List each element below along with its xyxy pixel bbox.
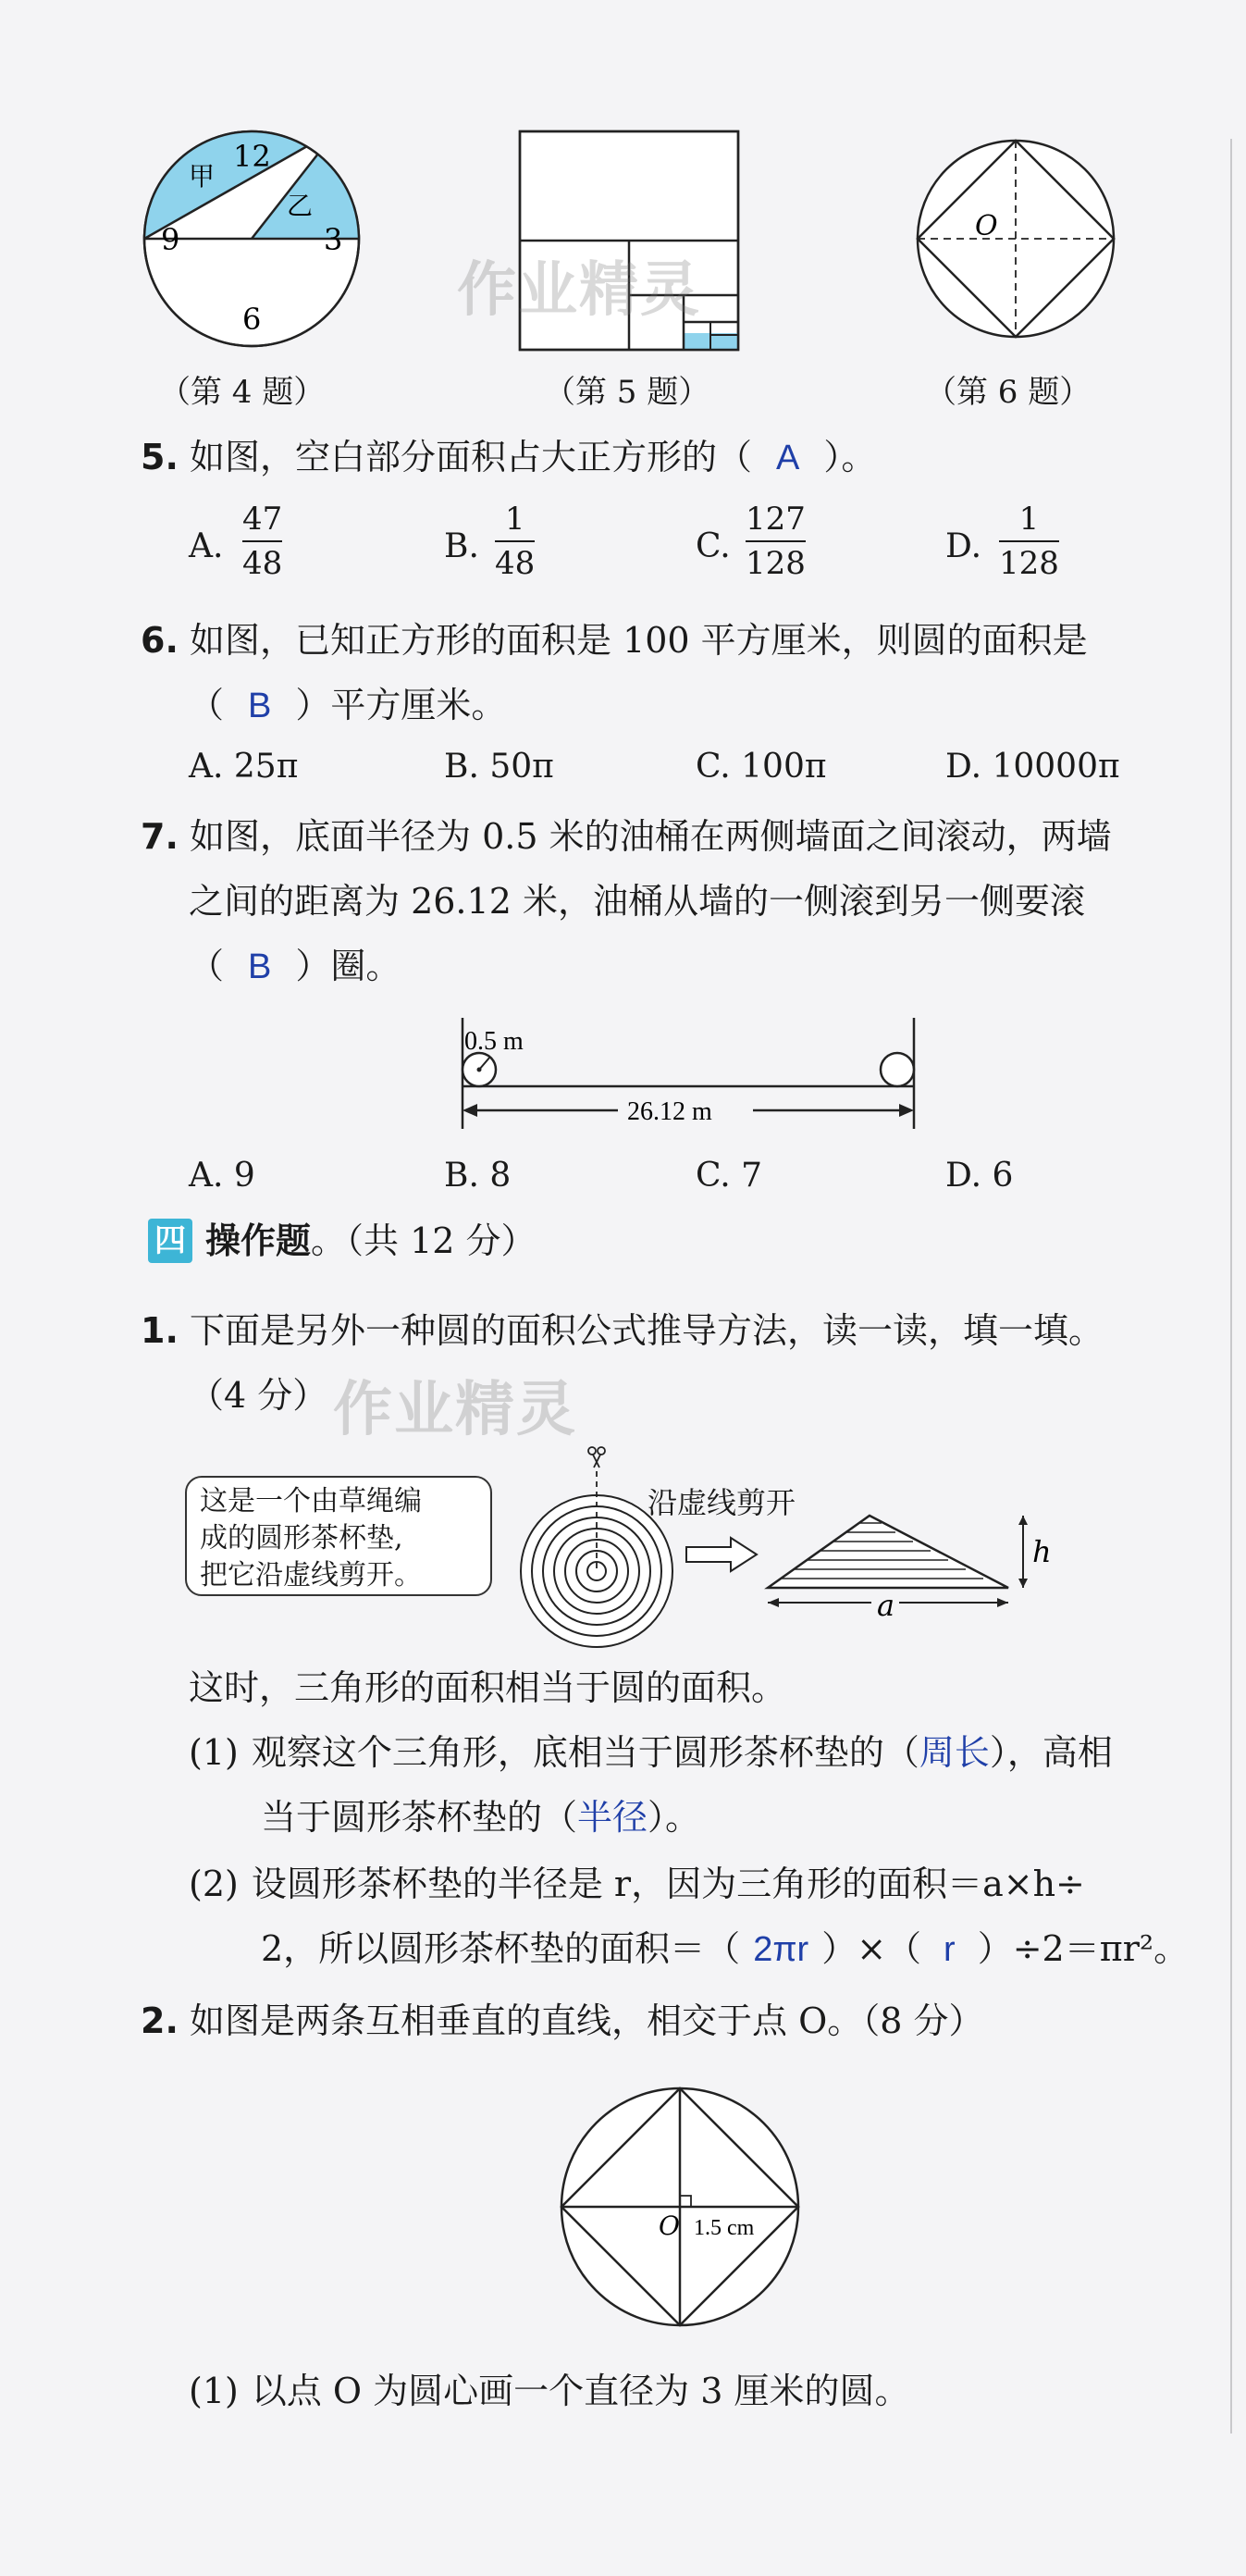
op1-number: 1.: [141, 1310, 179, 1351]
q7-text1: 如图，底面半径为 0.5 米的油桶在两侧墙面之间滚动，两墙: [189, 816, 1112, 857]
scissors-icon: [588, 1447, 605, 1468]
triangle-height-label: h: [1032, 1534, 1052, 1569]
q6-number: 6.: [141, 620, 179, 661]
q5-option-b-fraction: [495, 500, 535, 583]
caption-q5: （第 5 题）: [544, 374, 710, 411]
watermark-1: 作业精灵: [457, 256, 701, 325]
triangle-base-label: a: [877, 1588, 895, 1623]
op1-p2-line1: [189, 1862, 1085, 1906]
op1-p1-c: 当于圆形茶杯垫的（: [261, 1797, 578, 1838]
caption-q4: （第 4 题）: [159, 374, 326, 411]
q7-line3: [189, 944, 401, 989]
q7-option-c: C. 7: [696, 1157, 763, 1195]
speech-line-1: 这是一个由草绳编: [200, 1485, 422, 1517]
q5-option-a-letter: A.: [189, 527, 224, 565]
op1-p2-a: 设圆形茶杯垫的半径是 r，因为三角形的面积＝a×h÷: [251, 1864, 1085, 1904]
q7-line1: [141, 814, 1112, 859]
section-badge: 四: [148, 1219, 192, 1263]
q5-c-den: 128: [746, 545, 806, 582]
op1-statement: 这时，三角形的面积相当于圆的面积。: [189, 1667, 787, 1708]
q6-line2: [189, 683, 506, 728]
q5-answer: A: [776, 439, 800, 477]
q6-text: 如图，已知正方形的面积是 100 平方厘米，则圆的面积是: [189, 620, 1088, 661]
q5-option-a-fraction: [242, 500, 282, 583]
q7-option-d: D. 6: [945, 1157, 1014, 1195]
q5-a-num: 47: [242, 501, 283, 538]
q6-open: （: [189, 685, 225, 725]
q5-text: 如图，空白部分面积占大正方形的（: [189, 437, 752, 477]
oil-drum-distance-label: 26.12 m: [627, 1097, 712, 1126]
op1-text: 下面是另外一种圆的面积公式推导方法，读一读，填一填。: [189, 1310, 1104, 1351]
perpendicular-figure: [555, 2082, 805, 2332]
q6-option-d: D. 10000π: [945, 748, 1120, 786]
op1-p2-line2: [261, 1926, 1189, 1972]
watermark-2: 作业精灵: [333, 1376, 577, 1444]
circle-square-figure: [914, 137, 1117, 341]
q6-answer: B: [248, 687, 272, 725]
op1-p2-answer2: r: [944, 1930, 956, 1969]
q5-text-after: ）。: [823, 437, 877, 477]
op1-score: （4 分）: [189, 1375, 328, 1416]
op1-line1: [141, 1308, 1104, 1353]
q7-answer: B: [248, 947, 272, 986]
q5-option-b-letter: B.: [444, 527, 479, 565]
clock-figure: [141, 128, 363, 350]
speech-bubble: [185, 1476, 492, 1596]
q6-line1: [141, 618, 1088, 663]
q6-after: ）平方厘米。: [295, 685, 507, 725]
margin-line: [1230, 139, 1232, 2434]
q5-d-den: 128: [999, 545, 1059, 582]
q7-line2: [189, 879, 1085, 923]
op1-p1-label: (1): [189, 1732, 239, 1773]
section-title: 操作题: [205, 1220, 312, 1261]
section-title-line: [205, 1219, 537, 1263]
q7-option-b: B. 8: [444, 1157, 512, 1195]
q5-line: [141, 435, 876, 480]
op1-p1-a: 观察这个三角形，底相当于圆形茶杯垫的（: [251, 1732, 919, 1773]
op1-p1-answer2: 半径: [577, 1799, 648, 1838]
q6-option-c: C. 100π: [696, 748, 827, 786]
speech-line-3: 把它沿虚线剪开。: [200, 1559, 422, 1591]
q7-text2: 之间的距离为 26.12 米，油桶从墙的一侧滚到另一侧要滚: [189, 881, 1085, 922]
clock-number-9: 9: [161, 222, 180, 257]
op1-p2-c: ）×（: [821, 1928, 922, 1969]
op2-p1-label: (1): [189, 2371, 239, 2411]
caption-q6: （第 6 题）: [925, 374, 1092, 411]
speech-line-2: 成的圆形茶杯垫,: [200, 1522, 403, 1554]
q5-option-d-letter: D.: [945, 527, 982, 565]
q5-b-num: 1: [504, 501, 525, 538]
q6-option-a: A. 25π: [189, 748, 299, 786]
perpendicular-length-label: 1.5 cm: [694, 2216, 755, 2240]
q5-option-d-fraction: [999, 500, 1059, 583]
circle-center-label: O: [975, 210, 998, 242]
q7-option-a: A. 9: [189, 1157, 255, 1195]
q7-after: ）圈。: [295, 946, 401, 986]
clock-number-12: 12: [233, 139, 271, 174]
op1-p1-line2: [261, 1795, 700, 1840]
arrow-icon: [685, 1536, 759, 1573]
coaster-figure: [518, 1443, 675, 1656]
op1-p1-answer1: 周长: [919, 1734, 990, 1773]
q5-number: 5.: [141, 437, 179, 477]
oil-drum-figure: [453, 1018, 934, 1147]
q5-c-num: 127: [746, 501, 806, 538]
op1-p2-answer1: 2πr: [753, 1930, 809, 1969]
clock-label-jia: 甲: [189, 161, 216, 192]
q7-number: 7.: [141, 816, 179, 857]
q7-open: （: [189, 946, 225, 986]
op2-p1-line: [189, 2369, 909, 2413]
q5-d-num: 1: [1018, 501, 1040, 538]
q5-option-c-letter: C.: [696, 527, 731, 565]
oil-drum-radius-label: 0.5 m: [464, 1027, 524, 1056]
op2-number: 2.: [141, 2000, 179, 2041]
op1-p2-b: 2，所以圆形茶杯垫的面积＝（: [261, 1928, 741, 1969]
q5-b-den: 48: [495, 545, 536, 582]
cut-label: 沿虚线剪开: [648, 1485, 796, 1520]
q5-option-c-fraction: [746, 500, 806, 583]
clock-number-6: 6: [242, 302, 262, 337]
op1-p2-label: (2): [189, 1864, 239, 1904]
q5-a-den: 48: [242, 545, 283, 582]
op2-text: 如图是两条互相垂直的直线，相交于点 O。（8 分）: [189, 2000, 984, 2041]
q6-option-b: B. 50π: [444, 748, 554, 786]
op2-line1: [141, 1999, 983, 2043]
op1-p1-line1: [189, 1730, 1113, 1776]
op1-p1-b: ），高相: [989, 1732, 1113, 1773]
op1-p2-d: ）÷2＝πr²。: [977, 1928, 1190, 1969]
section-score: 。（共 12 分）: [311, 1220, 537, 1261]
perpendicular-center-label: O: [659, 2211, 680, 2241]
clock-label-yi: 乙: [287, 191, 314, 221]
op1-p1-d: ）。: [648, 1797, 701, 1838]
clock-number-3: 3: [324, 222, 343, 257]
triangle-figure: [759, 1508, 1055, 1638]
op2-p1-text: 以点 O 为圆心画一个直径为 3 厘米的圆。: [251, 2371, 910, 2411]
